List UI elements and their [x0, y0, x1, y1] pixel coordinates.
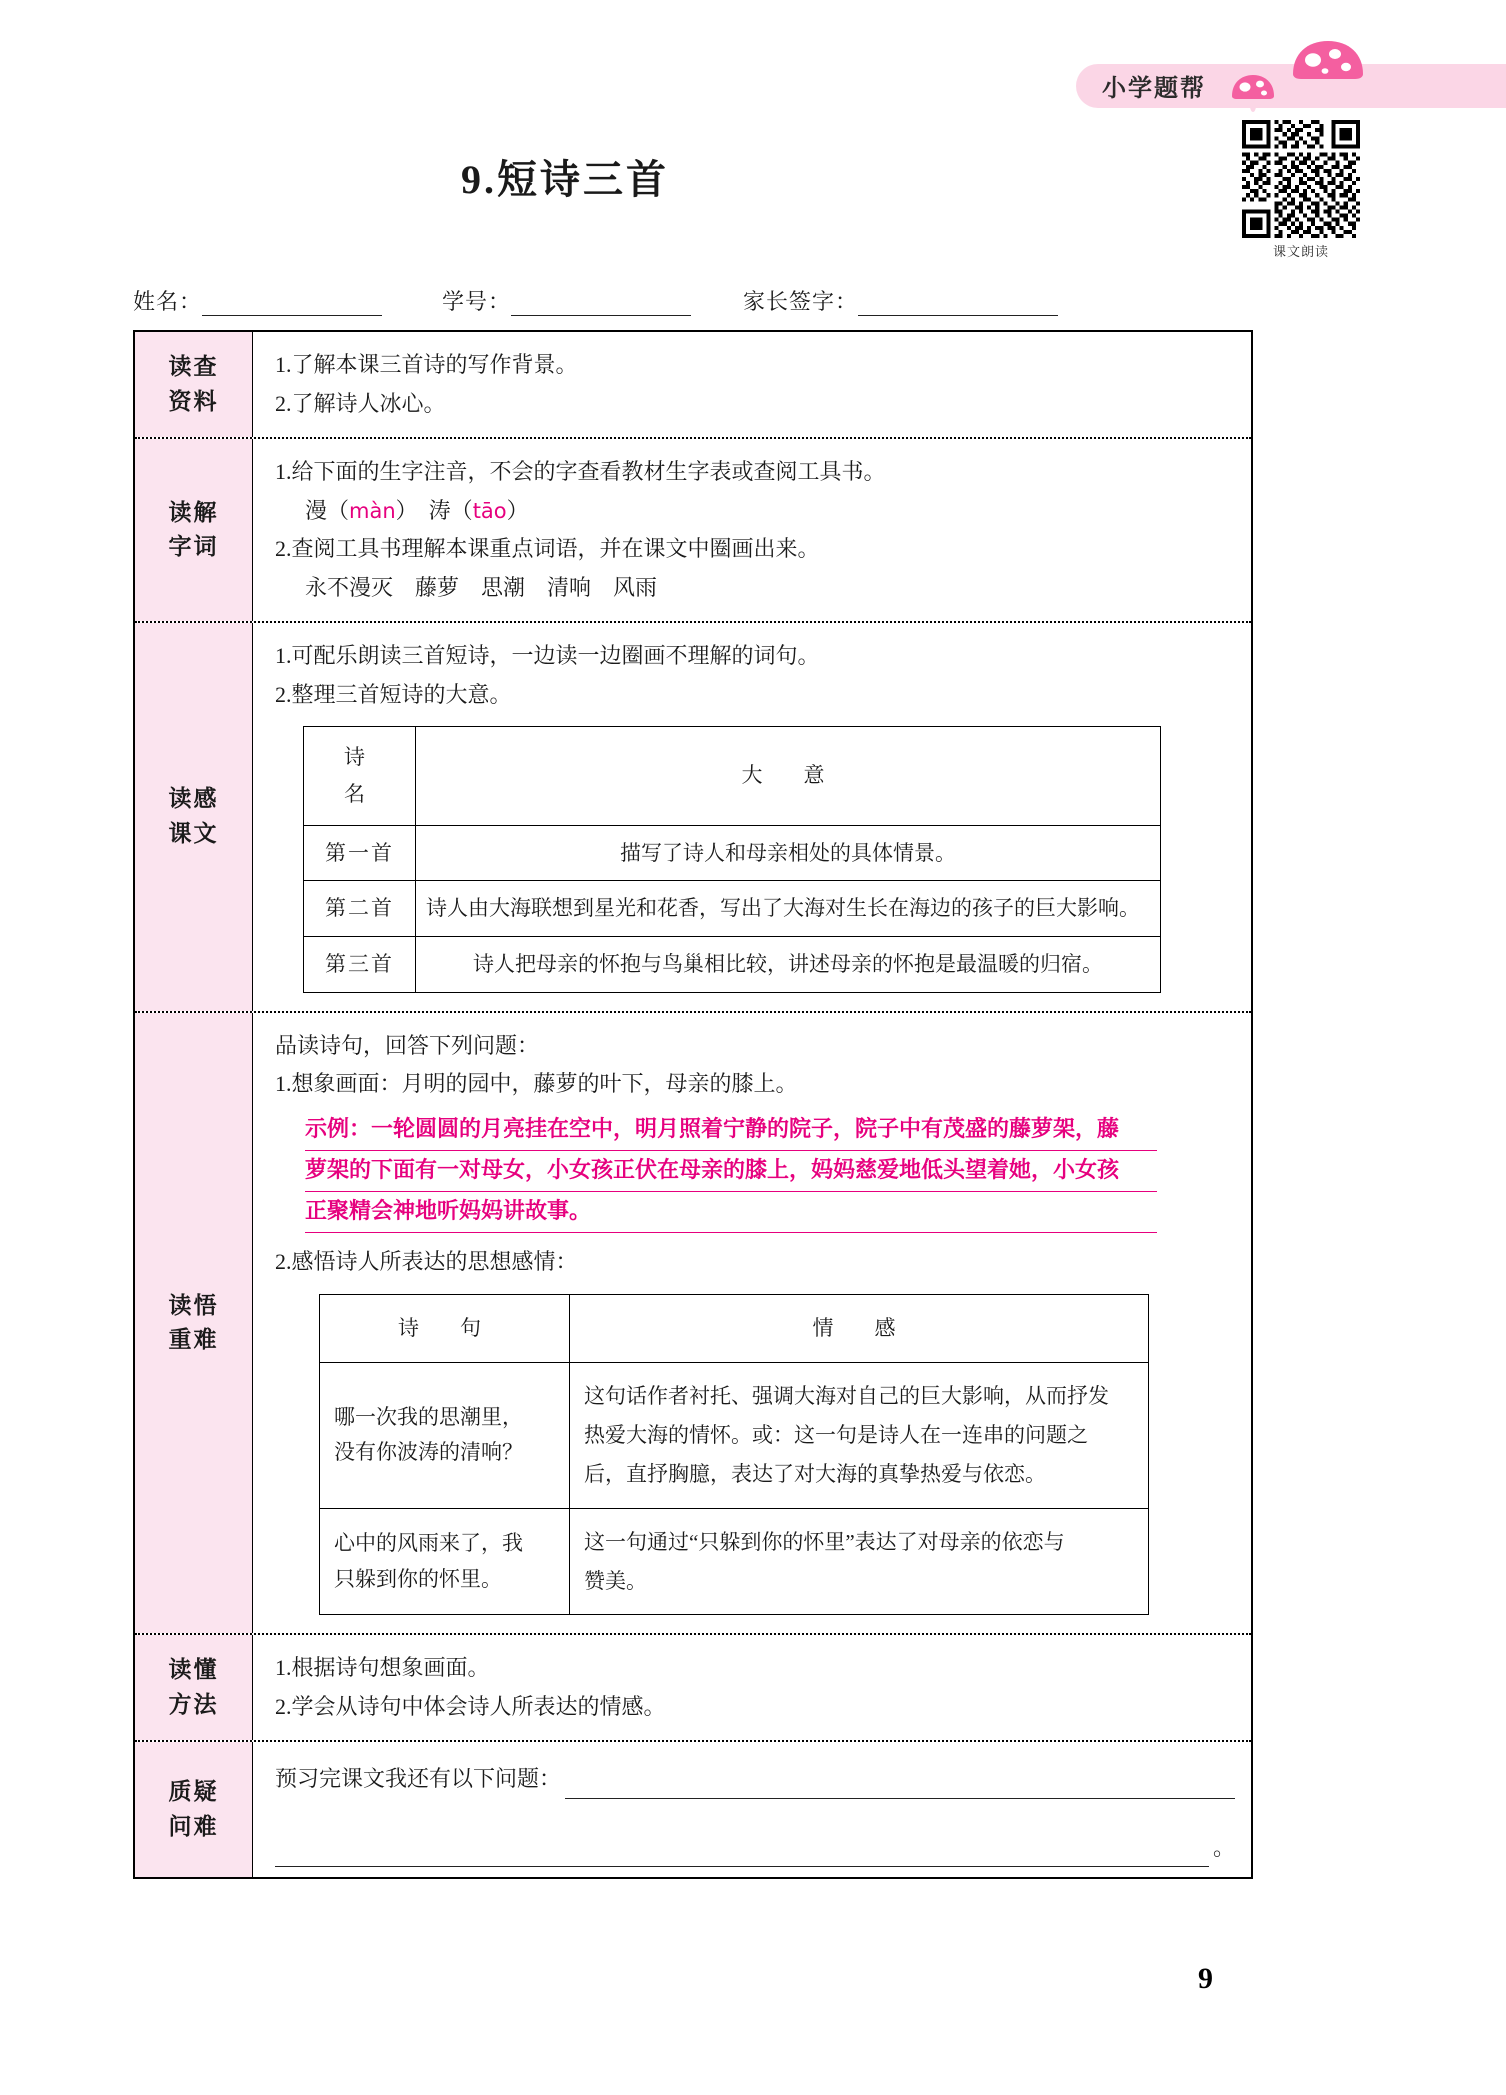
header-poem-name: 诗 名 [304, 727, 416, 826]
section-label-method [135, 1635, 253, 1740]
section-label-reference [135, 332, 253, 437]
parent-signature-blank[interactable] [858, 296, 1058, 316]
parent-signature-field[interactable] [743, 285, 1058, 316]
comprehension-question-2: 2.感悟诗人所表达的思想感情： [275, 1249, 578, 1275]
section-label-line2: 课文 [168, 820, 219, 846]
student-id-label: 学号： [442, 289, 512, 314]
qr-code-image[interactable] [1242, 120, 1360, 238]
section-body-reading [253, 623, 1251, 1011]
example-answer-line-1: 示例：一轮圆圆的月亮挂在空中，明月照着宁静的院子，院子中有茂盛的藤萝架，藤 [305, 1110, 1157, 1151]
pinyin-exercise-row [275, 492, 1235, 531]
section-row-reading [135, 623, 1251, 1013]
emotion-line-2a: 这一句通过“只躲到你的怀里”表达了对母亲的依恋与 [584, 1529, 1065, 1554]
section-row-vocabulary [135, 439, 1251, 623]
name-blank[interactable] [202, 296, 382, 316]
pinyin-char-1: 漫（ [305, 497, 350, 523]
vocabulary-word-list: 永不漫灭 藤萝 思潮 清响 风雨 [305, 574, 658, 600]
brand-label: 小学题帮 [1102, 75, 1206, 102]
poem-name-1: 第一首 [304, 825, 416, 881]
vocabulary-instruction-2: 2.查阅工具书理解本课重点词语，并在课文中圈画出来。 [275, 536, 820, 561]
table-header-row [320, 1294, 1149, 1363]
mushroom-small-icon [1228, 66, 1278, 118]
student-id-blank[interactable] [511, 296, 691, 316]
comprehension-question-1: 1.想象画面：月明的园中，藤萝的叶下，母亲的膝上。 [275, 1071, 798, 1097]
section-label-line2: 问难 [168, 1813, 219, 1839]
pinyin-char-2: 涛（ [428, 497, 473, 523]
emotion-cell-1 [570, 1363, 1149, 1509]
emotion-line-1a: 这句话作者衬托、强调大海对自己的巨大影响，从而抒发 [584, 1384, 1109, 1409]
poem-meaning-2: 诗人由大海联想到星光和花香，写出了大海对生长在海边的孩子的巨大影响。 [416, 881, 1161, 937]
mushroom-large-icon [1288, 30, 1368, 110]
section-label-line1: 读感 [168, 786, 219, 812]
header-emotion: 情 感 [570, 1294, 1149, 1363]
section-label-vocabulary [135, 439, 253, 621]
table-header-row [304, 727, 1161, 826]
section-label-line2: 方法 [168, 1691, 219, 1717]
header-poem-meaning: 大 意 [416, 727, 1161, 826]
section-body-comprehension [253, 1013, 1251, 1634]
worksheet-table [133, 330, 1253, 1879]
pinyin-answer-2: tāo [472, 498, 507, 523]
poem-name-3: 第三首 [304, 937, 416, 993]
section-row-comprehension [135, 1013, 1251, 1636]
qr-caption: 课文朗读 [1272, 244, 1329, 259]
verse-line-1a: 哪一次我的思潮里， [334, 1404, 523, 1429]
section-label-line1: 质疑 [168, 1779, 219, 1805]
section-row-questions [135, 1742, 1251, 1877]
section-row-method [135, 1635, 1251, 1742]
section-label-line1: 读查 [168, 354, 219, 379]
section-label-line1: 读懂 [168, 1657, 219, 1683]
student-info-row [133, 285, 1063, 316]
vocabulary-instruction-1: 1.给下面的生字注音，不会的字查看教材生字表或查阅工具书。 [275, 459, 886, 484]
section-body-vocabulary [253, 439, 1251, 621]
page-number: 9 [1198, 1962, 1213, 1995]
questions-blank-line-1[interactable] [565, 1779, 1235, 1799]
emotion-line-1c: 后，直抒胸臆，表达了对大海的真挚热爱与依恋。 [584, 1461, 1046, 1486]
reading-instruction-1: 1.可配乐朗读三首短诗，一边读一边圈画不理解的词句。 [275, 643, 820, 668]
emotion-line-1b: 热爱大海的情怀。或：这一句是诗人在一连串的问题之 [584, 1423, 1088, 1448]
verse-cell-2 [320, 1508, 570, 1615]
section-label-reading [135, 623, 253, 1011]
example-answer-line-3: 正聚精会神地听妈妈讲故事。 [305, 1192, 1157, 1233]
questions-blank-line-2[interactable] [275, 1847, 1209, 1867]
section-row-reference [135, 332, 1251, 439]
poem-meaning-3: 诗人把母亲的怀抱与鸟巢相比较，讲述母亲的怀抱是最温暖的归宿。 [416, 937, 1161, 993]
verse-line-1b: 没有你波涛的清响？ [334, 1440, 523, 1465]
emotion-cell-2 [570, 1508, 1149, 1615]
parent-signature-label: 家长签字： [743, 289, 859, 314]
section-label-questions [135, 1742, 253, 1877]
table-row [304, 937, 1161, 993]
reference-line-2: 2.了解诗人冰心。 [275, 390, 446, 416]
questions-prompt-row [275, 1760, 1235, 1799]
section-label-line1: 读解 [168, 499, 219, 525]
questions-prompt-label: 预习完课文我还有以下问题： [275, 1766, 562, 1792]
verse-line-2a: 心中的风雨来了，我 [334, 1530, 523, 1555]
section-body-questions [253, 1742, 1251, 1877]
comprehension-intro: 品读诗句，回答下列问题： [275, 1032, 540, 1058]
verse-emotion-table [319, 1294, 1149, 1616]
table-row [304, 881, 1161, 937]
section-label-line1: 读悟 [168, 1292, 219, 1318]
table-row [320, 1363, 1149, 1509]
brand-banner [1060, 58, 1506, 110]
example-answer-block [305, 1110, 1157, 1233]
pinyin-close-2: ） [506, 497, 529, 523]
qr-code-block [1238, 120, 1364, 260]
header-verse: 诗 句 [320, 1294, 570, 1363]
verse-cell-1 [320, 1363, 570, 1509]
poem-meaning-1: 描写了诗人和母亲相处的具体情景。 [416, 825, 1161, 881]
questions-end-mark: 。 [1212, 1834, 1235, 1860]
reading-instruction-2: 2.整理三首短诗的大意。 [275, 681, 512, 707]
emotion-line-2b: 赞美。 [584, 1568, 647, 1593]
pinyin-close-1: ） [395, 497, 418, 523]
section-body-reference [253, 332, 1251, 437]
poem-summary-table [303, 726, 1161, 993]
name-field[interactable] [133, 285, 382, 316]
method-line-1: 1.根据诗句想象画面。 [275, 1655, 490, 1681]
verse-line-2b: 只躲到你的怀里。 [334, 1566, 502, 1591]
name-label: 姓名： [133, 289, 203, 314]
questions-blank-row-2 [275, 1829, 1235, 1868]
section-label-line2: 重难 [168, 1327, 219, 1353]
section-body-method [253, 1635, 1251, 1740]
pinyin-answer-1: màn [349, 498, 396, 523]
poem-name-2: 第二首 [304, 881, 416, 937]
student-id-field[interactable] [442, 285, 691, 316]
section-label-line2: 资料 [168, 388, 219, 414]
table-row [320, 1508, 1149, 1615]
example-answer-line-2: 萝架的下面有一对母女，小女孩正伏在母亲的膝上，妈妈慈爱地低头望着她，小女孩 [305, 1151, 1157, 1192]
method-line-2: 2.学会从诗句中体会诗人所表达的情感。 [275, 1693, 666, 1719]
section-label-line2: 字词 [168, 534, 219, 559]
table-row [304, 825, 1161, 881]
reference-line-1: 1.了解本课三首诗的写作背景。 [275, 352, 578, 377]
section-label-comprehension [135, 1013, 253, 1634]
page-title: 9.短诗三首 [461, 157, 669, 202]
